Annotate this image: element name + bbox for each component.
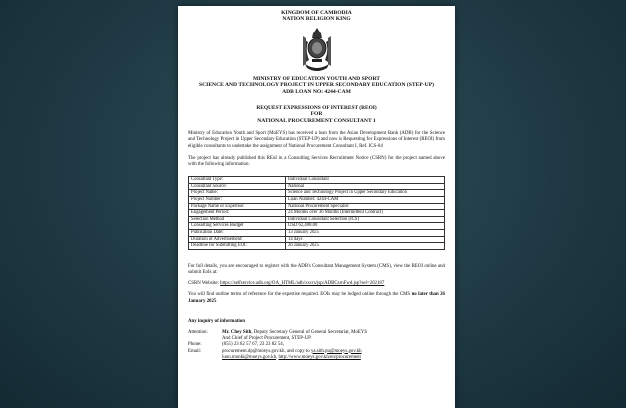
attention-value [222, 330, 445, 342]
reoi-title-line2: FOR [310, 111, 323, 118]
phone-label: Phone: [188, 342, 202, 348]
procurement-website-link[interactable]: http://www.moeys.gov.kh/en/procurement [278, 354, 361, 360]
royal-coat-of-arms-icon [297, 26, 337, 72]
email-primary[interactable]: procurement.dp@moeys.gov.kh [222, 348, 285, 354]
row-value: Individual Consultant Selection (ICS) [286, 216, 445, 223]
reoi-title-line1: REQUEST EXPRESSIONS OF INTEREST (REOI) [256, 105, 377, 112]
phone-value: (855) 23 62 57 67, 23 23 82 54, [222, 342, 284, 348]
email-copy-2[interactable]: luon.monki@moeys.gov.kh [222, 354, 277, 360]
published-paragraph: The project has already published this REoI in a Consulting Services Recruitment Notice (CSRN) for the project named above with the following information: [188, 155, 445, 167]
tor-paragraph [188, 292, 445, 304]
intro-paragraph: Ministry of Education Youth and Sport (MoEYS) has received a loan from the Asian Development Bank (ADB) for the Science and Technology Project in Upper Secondary Education (STEP-UP) and now is Requesting for Expressions of Interest (REOI) from eligible consultants to undertake the assignment of National Procurement Consultant I, Ref. ICS-04 [188, 131, 445, 149]
attention-name: Mr. Chey Sith [222, 329, 252, 335]
row-value: 13 January 2025 [286, 229, 445, 236]
csrn-label: CSRN Website: [188, 281, 219, 287]
email-row [188, 349, 445, 361]
tor-text: You will find outline terms of reference for the expertise required. EOIs may be lodged online through the CMS [188, 292, 411, 298]
table-row [189, 236, 445, 243]
consultant-info-table [188, 176, 445, 250]
attention-title: , Deputy Secretary General of General Secretariat, MoEYS [251, 329, 368, 335]
inquiry-block [188, 319, 445, 361]
loan-number: ADB LOAN NO: 4244-CAM [282, 88, 351, 95]
kingdom-header [178, 10, 455, 23]
email-label: Email: [188, 348, 202, 354]
tor-deadline: no later than 26 January 2025 [188, 292, 445, 304]
table-row [189, 190, 445, 197]
table-row [189, 196, 445, 203]
details-paragraph: For full details, you are encouraged to register with the ADB's Consultant Management System (CMS), view the REOI online and submit EoIs at: [188, 263, 445, 275]
attention-row [188, 330, 445, 342]
row-value: 26 January 2025 [286, 243, 445, 250]
attention-line2: And Chief of Project Procurement, STEP-UP [222, 336, 311, 342]
reoi-title-line3: NATIONAL PROCUREMENT CONSULTANT 1 [257, 117, 376, 124]
table-row [189, 216, 445, 223]
table-row [189, 223, 445, 230]
row-key: Selection Method [189, 216, 286, 223]
table-row [189, 243, 445, 250]
row-value: 14 days [286, 236, 445, 243]
row-value: Individual Consultant [286, 177, 445, 184]
motto-line: NATION RELIGION KING [282, 16, 351, 23]
ministry-block [178, 76, 455, 95]
email-value [222, 349, 445, 361]
kingdom-line: KINGDOM OF CAMBODIA [281, 10, 352, 16]
row-key: Engagement Period: [189, 210, 286, 217]
email-separator: , [276, 354, 279, 360]
inquiry-heading: Any inquiry of information [188, 318, 245, 324]
row-key: Project Number: [189, 196, 286, 203]
row-key: Consultant Source: [189, 183, 286, 190]
row-value: National Procurement Specialist [286, 203, 445, 210]
table-row [189, 203, 445, 210]
row-value: Science and Technology Project in Upper Secondary Education [286, 190, 445, 197]
reoi-title [178, 105, 455, 124]
attention-label: Attention: [188, 329, 208, 335]
row-key: Consulting Services Budget [189, 223, 286, 230]
row-key: Project Name: [189, 190, 286, 197]
ministry-name: MINISTRY OF EDUCATION YOUTH AND SPORT [252, 75, 381, 82]
row-key: Consultant Type: [189, 177, 286, 184]
table-row [189, 210, 445, 217]
document-page [178, 6, 455, 408]
row-value: Loan Number: 4244-CAM [286, 196, 445, 203]
table-row [189, 177, 445, 184]
email-copy-text: , and copy to [284, 348, 311, 354]
email-copy-1[interactable]: ya.sith.pu@moeys.gov.kh [310, 348, 362, 354]
table-row [189, 229, 445, 236]
csrn-link[interactable]: https://selfservice.adb.org/OA_HTML/adb/xxcrs/jsp/ADBCsrnFwd.jsp?sel=202187 [220, 281, 385, 287]
row-value: National [286, 183, 445, 190]
row-value: USD 62,408.00 [286, 223, 445, 230]
row-key: Package Name or Expertise: [189, 203, 286, 210]
row-key: Publication Date: [189, 229, 286, 236]
row-key: Deadline for Submitting EOI: [189, 243, 286, 250]
table-row [189, 183, 445, 190]
csrn-line [188, 281, 445, 287]
project-name: SCIENCE AND TECHNOLOGY PROJECT IN UPPER SECONDARY EDUCATION (STEP-UP) [199, 82, 434, 89]
row-value: 24 Months over 36 Months (Intermittent Contract) [286, 210, 445, 217]
row-key: Duration of Advertisement: [189, 236, 286, 243]
